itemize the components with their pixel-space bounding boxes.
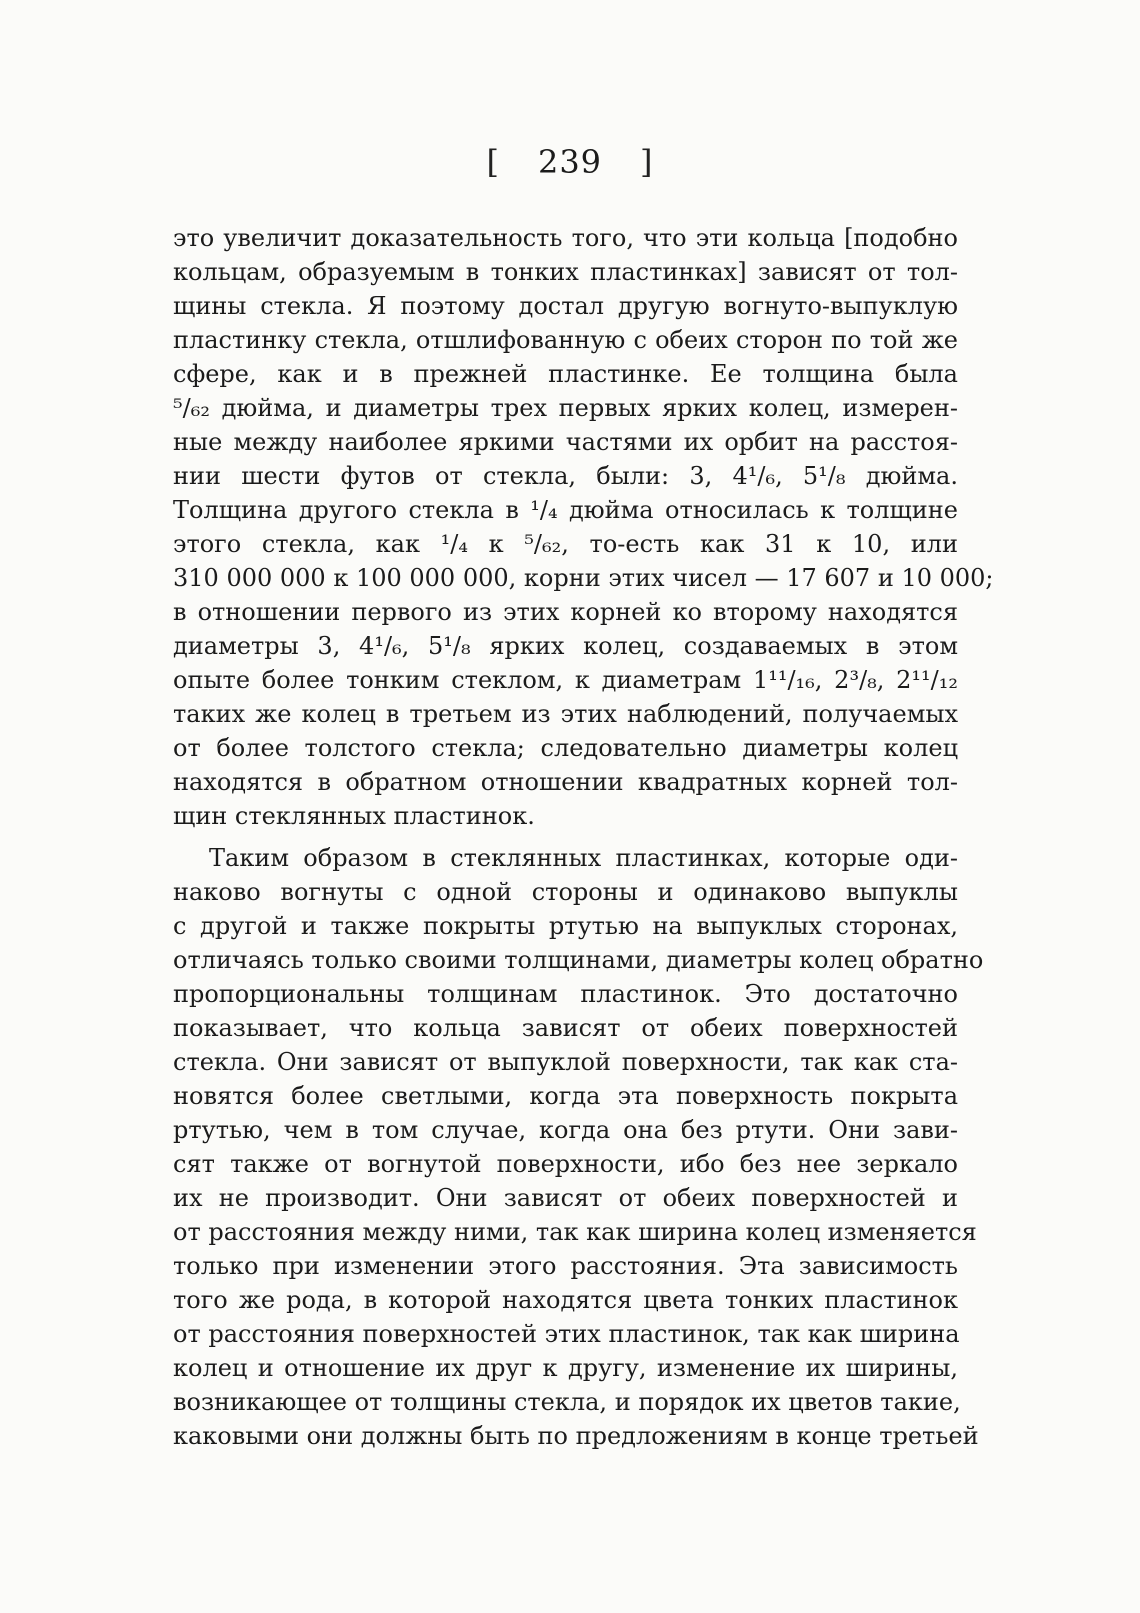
text-line: ⁵/₆₂ дюйма, и диаметры трех первых ярких колец, измерен- [173, 394, 958, 422]
text-line: наково вогнуты с одной стороны и одинаково выпуклы [173, 878, 958, 906]
text-line: щин стеклянных пластинок. [173, 802, 535, 830]
text-line: таких же колец в третьем из этих наблюдений, получаемых [173, 700, 958, 728]
text-line: только при изменении этого расстояния. Эта зависимость [173, 1252, 958, 1280]
text-line: это увеличит доказательность того, что эти кольца [подобно [173, 224, 958, 252]
page-number-header [0, 143, 1140, 181]
text-line: от более толстого стекла; следовательно диаметры колец [173, 734, 958, 762]
text-line: находятся в обратном отношении квадратных корней тол- [173, 768, 958, 796]
text-line: новятся более светлыми, когда эта поверхность покрыта [173, 1082, 958, 1110]
bracket-close: ] [640, 143, 654, 181]
text-line: колец и отношение их друг к другу, изменение их ширины, [173, 1354, 958, 1382]
text-line: от расстояния поверхностей этих пластинок, так как ширина [173, 1320, 960, 1348]
text-line: в отношении первого из этих корней ко второму находятся [173, 598, 958, 626]
text-line: стекла. Они зависят от выпуклой поверхности, так как ста- [173, 1048, 958, 1076]
text-line: Таким образом в стеклянных пластинках, которые оди- [209, 844, 958, 872]
text-line: каковыми они должны быть по предложениям в конце третьей [173, 1422, 979, 1450]
text-line: ные между наиболее яркими частями их орбит на расстоя- [173, 428, 958, 456]
body-text [173, 221, 994, 1453]
text-line: того же рода, в которой находятся цвета тонких пластинок [173, 1286, 958, 1314]
text-line: пластинку стекла, отшлифованную с обеих сторон по той же [173, 326, 958, 354]
text-line: отличаясь только своими толщинами, диаметры колец обратно [173, 946, 984, 974]
text-line: щины стекла. Я поэтому достал другую вогнуто-выпуклую [173, 292, 958, 320]
text-line: ртутью, чем в том случае, когда она без ртути. Они зави- [173, 1116, 958, 1144]
paragraph-2 [173, 841, 984, 1453]
text-line: 310 000 000 к 100 000 000, корни этих чисел — 17 607 и 10 000; [173, 564, 994, 592]
paragraph-1 [173, 221, 994, 833]
text-line: пропорциональны толщинам пластинок. Это достаточно [173, 980, 958, 1008]
text-line: кольцам, образуемым в тонких пластинках] зависят от тол- [173, 258, 958, 286]
text-line: возникающее от толщины стекла, и порядок их цветов такие, [173, 1388, 961, 1416]
text-line: нии шести футов от стекла, были: 3, 4¹/₆, 5¹/₈ дюйма. [173, 462, 958, 490]
bracket-open: [ [486, 143, 500, 181]
text-line: с другой и также покрыты ртутью на выпуклых сторонах, [173, 912, 958, 940]
text-line: этого стекла, как ¹/₄ к ⁵/₆₂, то-есть как 31 к 10, или [173, 530, 958, 558]
text-line: их не производит. Они зависят от обеих поверхностей и [173, 1184, 958, 1212]
text-line: сят также от вогнутой поверхности, ибо без нее зеркало [173, 1150, 958, 1178]
text-line: сфере, как и в прежней пластинке. Ее толщина была [173, 360, 958, 388]
page-number: 239 [537, 143, 603, 181]
text-line: диаметры 3, 4¹/₆, 5¹/₈ ярких колец, создаваемых в этом [173, 632, 958, 660]
text-line: Толщина другого стекла в ¹/₄ дюйма относилась к толщине [173, 496, 958, 524]
text-line: показывает, что кольца зависят от обеих поверхностей [173, 1014, 958, 1042]
text-line: опыте более тонким стеклом, к диаметрам 1¹¹/₁₆, 2³/₈, 2¹¹/₁₂ [173, 666, 958, 694]
text-line: от расстояния между ними, так как ширина колец изменяется [173, 1218, 977, 1246]
